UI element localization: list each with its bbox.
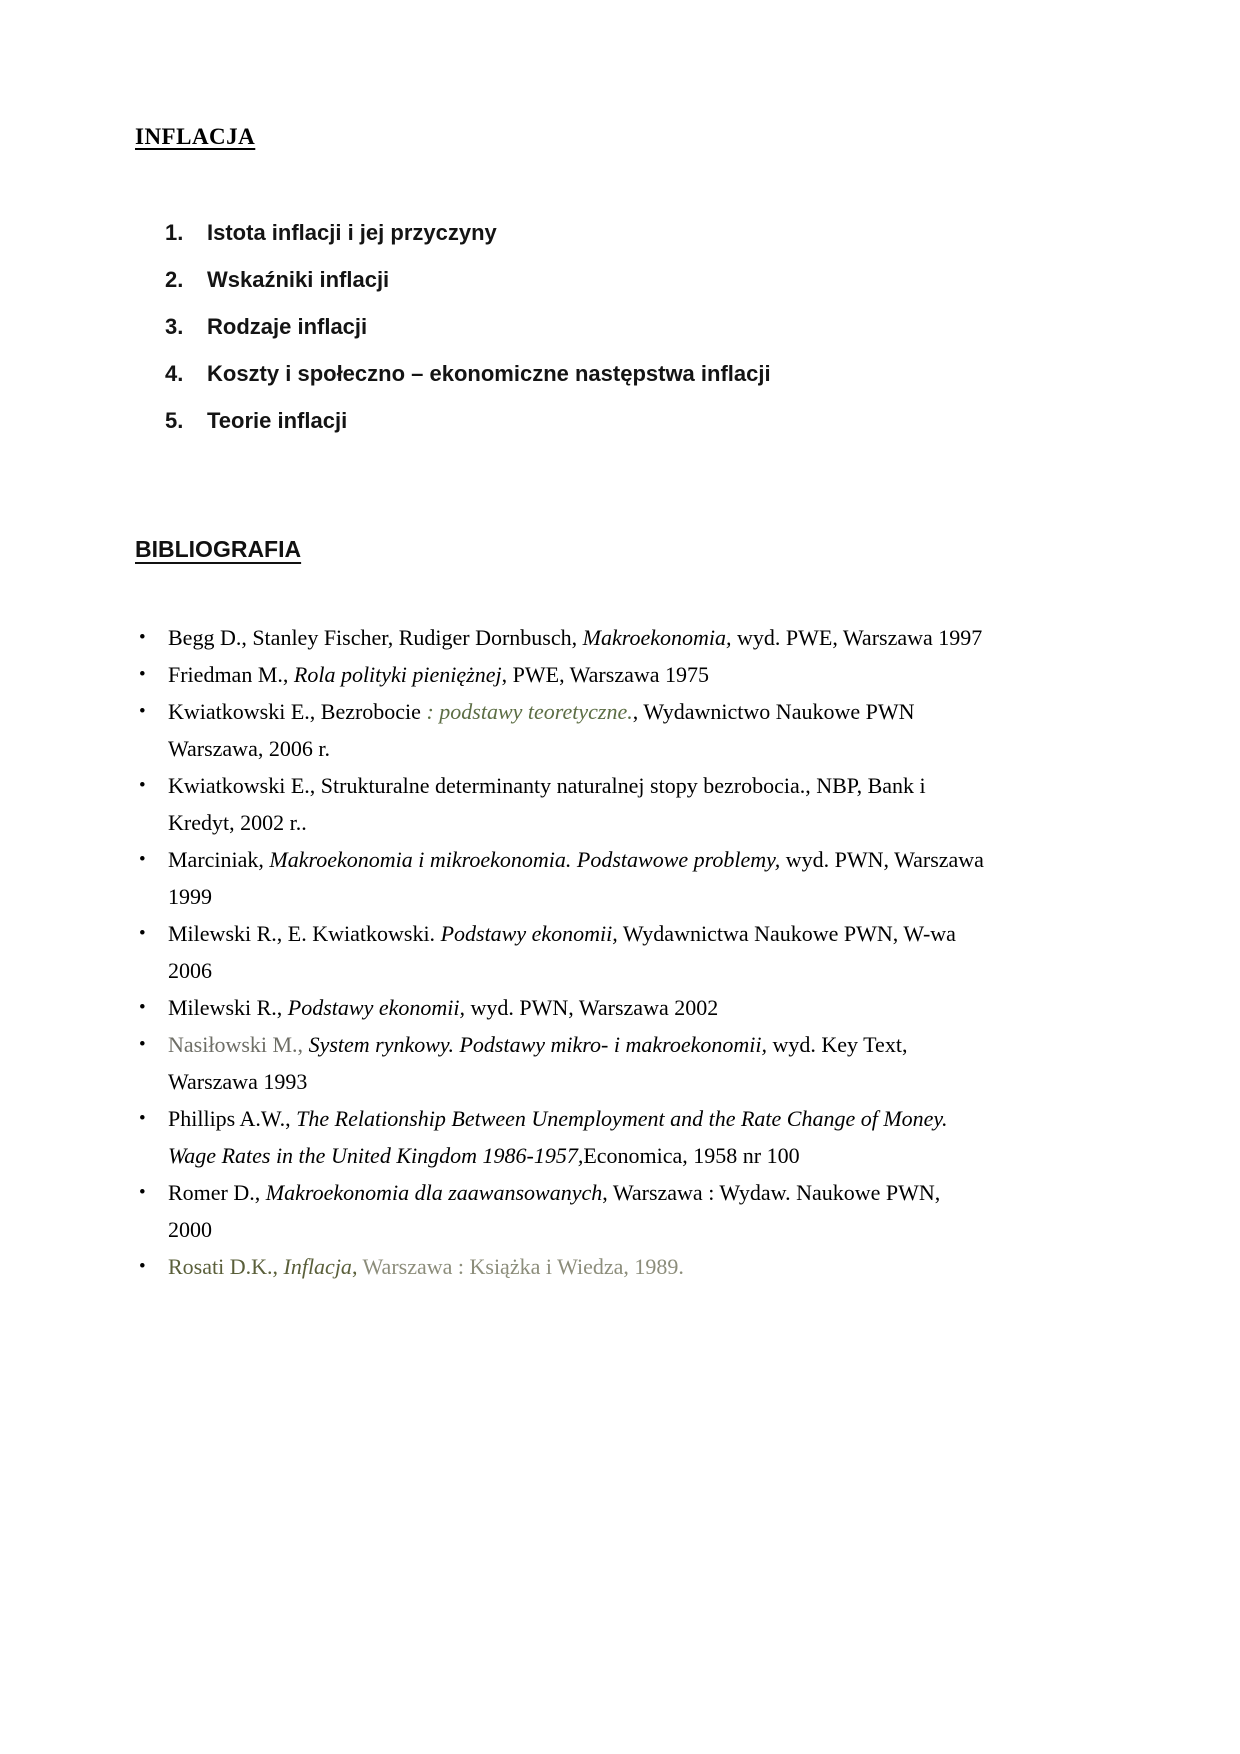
bibliography-item	[135, 989, 1120, 1026]
bibliography-item	[135, 841, 1120, 915]
outline-item	[165, 219, 1120, 247]
bibliography-entry-segment: Milewski R., E. Kwiatkowski.	[168, 921, 441, 946]
bullet-icon: •	[139, 1108, 146, 1129]
bibliography-entry-segment: , PWE, Warszawa 1975	[501, 662, 710, 687]
bullet-icon: •	[139, 997, 146, 1018]
bibliography-entry-segment: The Relationship Between Unemployment and the Rate Change of Money. Wage Rates in the United Kingdom 1986-1957,	[168, 1106, 948, 1168]
outline-item-label: Rodzaje inflacji	[207, 314, 368, 339]
bibliography-item	[135, 1248, 1120, 1285]
bibliography-entry-segment: Kwiatkowski E., Strukturalne determinanty naturalnej stopy bezrobocia., NBP, Bank i Kredyt, 2002 r..	[168, 773, 926, 835]
bibliography-entry-segment: Economica, 1958 nr 100	[583, 1143, 800, 1168]
bullet-icon: •	[139, 1034, 146, 1055]
outline-item-number: 4.	[165, 361, 184, 386]
bibliography-entry-segment: Begg D., Stanley Fischer, Rudiger Dornbusch,	[168, 625, 583, 650]
bibliography-entry-segment: Rola polityki pieniężnej	[293, 662, 502, 687]
outline-item-number: 2.	[165, 267, 184, 292]
bullet-icon: •	[139, 701, 146, 722]
bibliography-heading: BIBLIOGRAFIA	[135, 536, 302, 562]
bibliography-entry-segment: Inflacja	[283, 1254, 352, 1279]
outline-item	[165, 360, 1120, 388]
outline-item-label: Koszty i społeczno – ekonomiczne następstwa inflacji	[207, 361, 771, 386]
bibliography-entry-text	[168, 1100, 986, 1174]
outline-item	[165, 407, 1120, 435]
bibliography-entry-text	[168, 1026, 986, 1100]
bibliography-entry-segment: Makroekonomia,	[582, 625, 732, 650]
bibliography-entry-segment: wyd. PWE, Warszawa 1997	[731, 625, 983, 650]
bibliography-item	[135, 619, 1120, 656]
bullet-icon: •	[139, 664, 146, 685]
bibliography-entry-segment: ,	[351, 1254, 363, 1279]
outline-item-label: Istota inflacji i jej przyczyny	[207, 220, 497, 245]
bibliography-entry-segment: Phillips A.W.,	[168, 1106, 297, 1131]
outline-item	[165, 313, 1120, 341]
bibliography-item	[135, 1100, 1120, 1174]
outline-item-number: 1.	[165, 220, 184, 245]
bibliography-item	[135, 1174, 1120, 1248]
bibliography-entry-segment: Rosati D.K.,	[168, 1254, 284, 1279]
bibliography-entry-segment: Marciniak,	[168, 847, 270, 872]
bullet-icon: •	[139, 849, 146, 870]
bibliography-list	[135, 619, 1120, 1285]
bibliography-item	[135, 1026, 1120, 1100]
bibliography-entry-segment: : podstawy teoretyczne.	[426, 699, 633, 724]
page-title: INFLACJA	[135, 124, 256, 149]
bibliography-item	[135, 915, 1120, 989]
bibliography-entry-segment: Podstawy ekonomii,	[440, 921, 618, 946]
bullet-icon: •	[139, 1256, 146, 1277]
bibliography-entry-segment: wyd. PWN, Warszawa 1999	[168, 847, 984, 909]
bibliography-entry-text	[168, 656, 986, 693]
bibliography-entry-text	[168, 1174, 986, 1248]
bullet-icon: •	[139, 1182, 146, 1203]
bibliography-entry-text	[168, 915, 986, 989]
bibliography-item	[135, 767, 1120, 841]
bibliography-entry-segment: Kwiatkowski E., Bezrobocie	[168, 699, 427, 724]
bibliography-entry-segment: wyd. PWN, Warszawa 2002	[465, 995, 719, 1020]
bibliography-entry-segment: wyd. Key Text, Warszawa 1993	[168, 1032, 908, 1094]
outline-item-label: Wskaźniki inflacji	[207, 267, 390, 292]
bullet-icon: •	[139, 775, 146, 796]
bibliography-entry-segment: , Wydawnictwo Naukowe PWN Warszawa, 2006 r.	[168, 699, 915, 761]
bibliography-entry-segment: Makroekonomia dla zaawansowanych	[265, 1180, 603, 1205]
bibliography-entry-segment: System rynkowy. Podstawy mikro- i makroekonomii,	[308, 1032, 768, 1057]
bullet-icon: •	[139, 627, 146, 648]
bibliography-entry-text	[168, 767, 986, 841]
bibliography-entry-text	[168, 841, 986, 915]
bibliography-entry-segment: Warszawa : Książka i Wiedza, 1989.	[362, 1254, 684, 1279]
bullet-icon: •	[139, 923, 146, 944]
outline-list	[165, 219, 1120, 435]
bibliography-entry-segment: Friedman M.,	[168, 662, 294, 687]
outline-item-number: 3.	[165, 314, 184, 339]
bibliography-entry-segment: Romer D.,	[168, 1180, 266, 1205]
bibliography-entry-segment: Nasiłowski M.,	[168, 1032, 309, 1057]
bibliography-item	[135, 693, 1120, 767]
bibliography-entry-text	[168, 1248, 986, 1285]
bibliography-entry-text	[168, 693, 986, 767]
bibliography-entry-segment: Milewski R.,	[168, 995, 288, 1020]
bibliography-entry-segment: , Warszawa : Wydaw. Naukowe PWN, 2000	[168, 1180, 941, 1242]
outline-item-label: Teorie inflacji	[207, 408, 348, 433]
outline-item-number: 5.	[165, 408, 184, 433]
bibliography-entry-text	[168, 989, 986, 1026]
bibliography-entry-segment: Makroekonomia i mikroekonomia. Podstawowe problemy,	[269, 847, 781, 872]
bibliography-entry-segment: Wydawnictwa Naukowe PWN, W-wa 2006	[168, 921, 956, 983]
bibliography-entry-text	[168, 619, 986, 656]
bibliography-entry-segment: Podstawy ekonomii,	[287, 995, 465, 1020]
outline-item	[165, 266, 1120, 294]
bibliography-item	[135, 656, 1120, 693]
